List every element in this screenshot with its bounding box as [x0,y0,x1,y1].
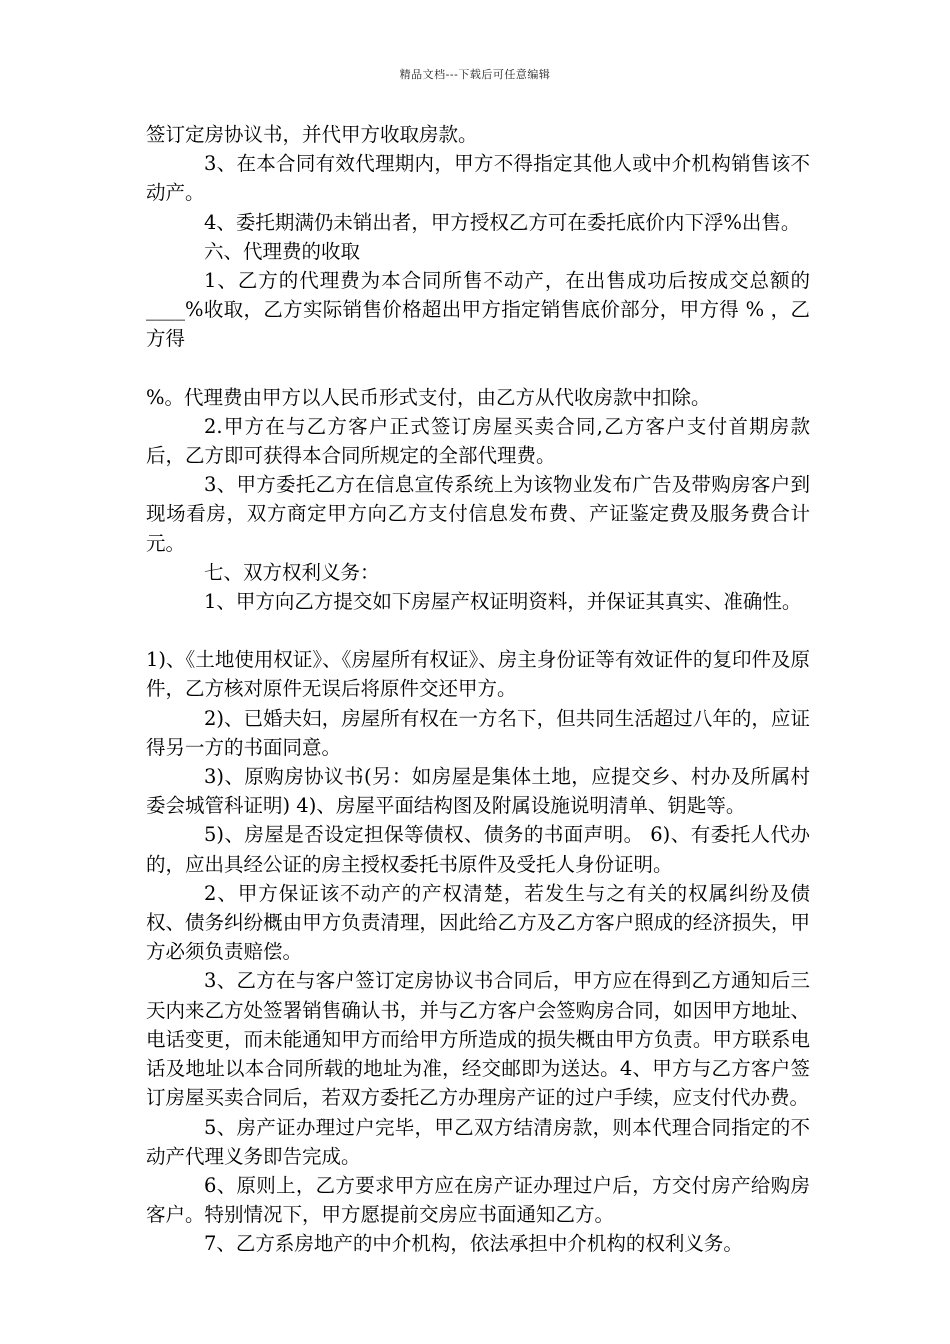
page-header: 精品文档---下载后可任意编辑 [399,68,551,81]
paragraph: 5、房产证办理过户完毕，甲乙双方结清房款，则本代理合同指定的不动产代理义务即告完成。 [146,1115,810,1168]
blank-line [146,616,810,645]
section-heading: 七、双方权利义务： [204,560,380,584]
paragraph: 7、乙方系房地产的中介机构，依法承担中介机构的权利义务。 [204,1232,743,1256]
paragraph: 签订定房协议书，并代甲方收取房款。 [146,123,478,146]
paragraph: 2、甲方保证该不动产的产权清楚，若发生与之有关的权属纠纷及债权、债务纠纷概由甲方负责清理，因此给乙方及乙方客户照成的经济损失，甲方必须负责赔偿。 [146,881,810,964]
document-body [146,120,810,1259]
paragraph: 3、乙方在与客户签订定房协议书合同后，甲方应在得到乙方通知后三天内来乙方处签署销售确认书，并与乙方客户会签购房合同，如因甲方地址、电话变更，而未能通知甲方而给甲方所造成的损失概由甲方负责。甲方联系电话及地址以本合同所载的地址为准，经交邮即为送达。4、甲方与乙方客户签订房屋买卖合同后，若双方委托乙方办理房产证的过户手续，应支付代办费。 [146,969,810,1110]
blank-line [146,354,810,383]
paragraph: 1、甲方向乙方提交如下房屋产权证明资料，并保证其真实、准确性。 [204,590,802,614]
paragraph: 6、原则上，乙方要求甲方应在房产证办理过户后，方交付房产给购房客户。特别情况下，甲方愿提前交房应书面通知乙方。 [146,1173,810,1227]
paragraph: 2)、已婚夫妇，房屋所有权在一方名下，但共同生活超过八年的，应证得另一方的书面同意。 [146,706,810,759]
paragraph: 1)、《土地使用权证》、《房屋所有权证》、房主身份证等有效证件的复印件及原件，乙方核对原件无误后将原件交还甲方。 [146,648,810,701]
paragraph: 4、委托期满仍未销出者，甲方授权乙方可在委托底价内下浮%出售。 [204,210,801,234]
paragraph: 1、乙方的代理费为本合同所售不动产，在出售成功后按成交总额的____%收取，乙方实际销售价格超出甲方指定销售底价部分，甲方得 % ，乙方得 [146,269,810,351]
paragraph: 3、在本合同有效代理期内，甲方不得指定其他人或中介机构销售该不动产。 [146,152,810,205]
section-heading: 六、代理费的收取 [204,239,361,263]
paragraph: 5)、房屋是否设定担保等债权、债务的书面声明。 6)、有委托人代办的，应出具经公证的房主授权委托书原件及受托人身份证明。 [146,823,810,876]
paragraph: 3、甲方委托乙方在信息宣传系统上为该物业发布广告及带购房客户到现场看房，双方商定甲方向乙方支付信息发布费、产证鉴定费及服务费合计 元。 [146,473,810,555]
paragraph: 3)、原购房协议书(另：如房屋是集体土地，应提交乡、村办及所属村委会城管科证明) 4)、房屋平面结构图及附属设施说明清单、钥匙等。 [146,765,810,818]
paragraph: 2.甲方在与乙方客户正式签订房屋买卖合同,乙方客户支付首期房款后，乙方即可获得本合同所规定的全部代理费。 [146,414,810,468]
paragraph: %。代理费由甲方以人民币形式支付，由乙方从代收房款中扣除。 [146,385,711,409]
